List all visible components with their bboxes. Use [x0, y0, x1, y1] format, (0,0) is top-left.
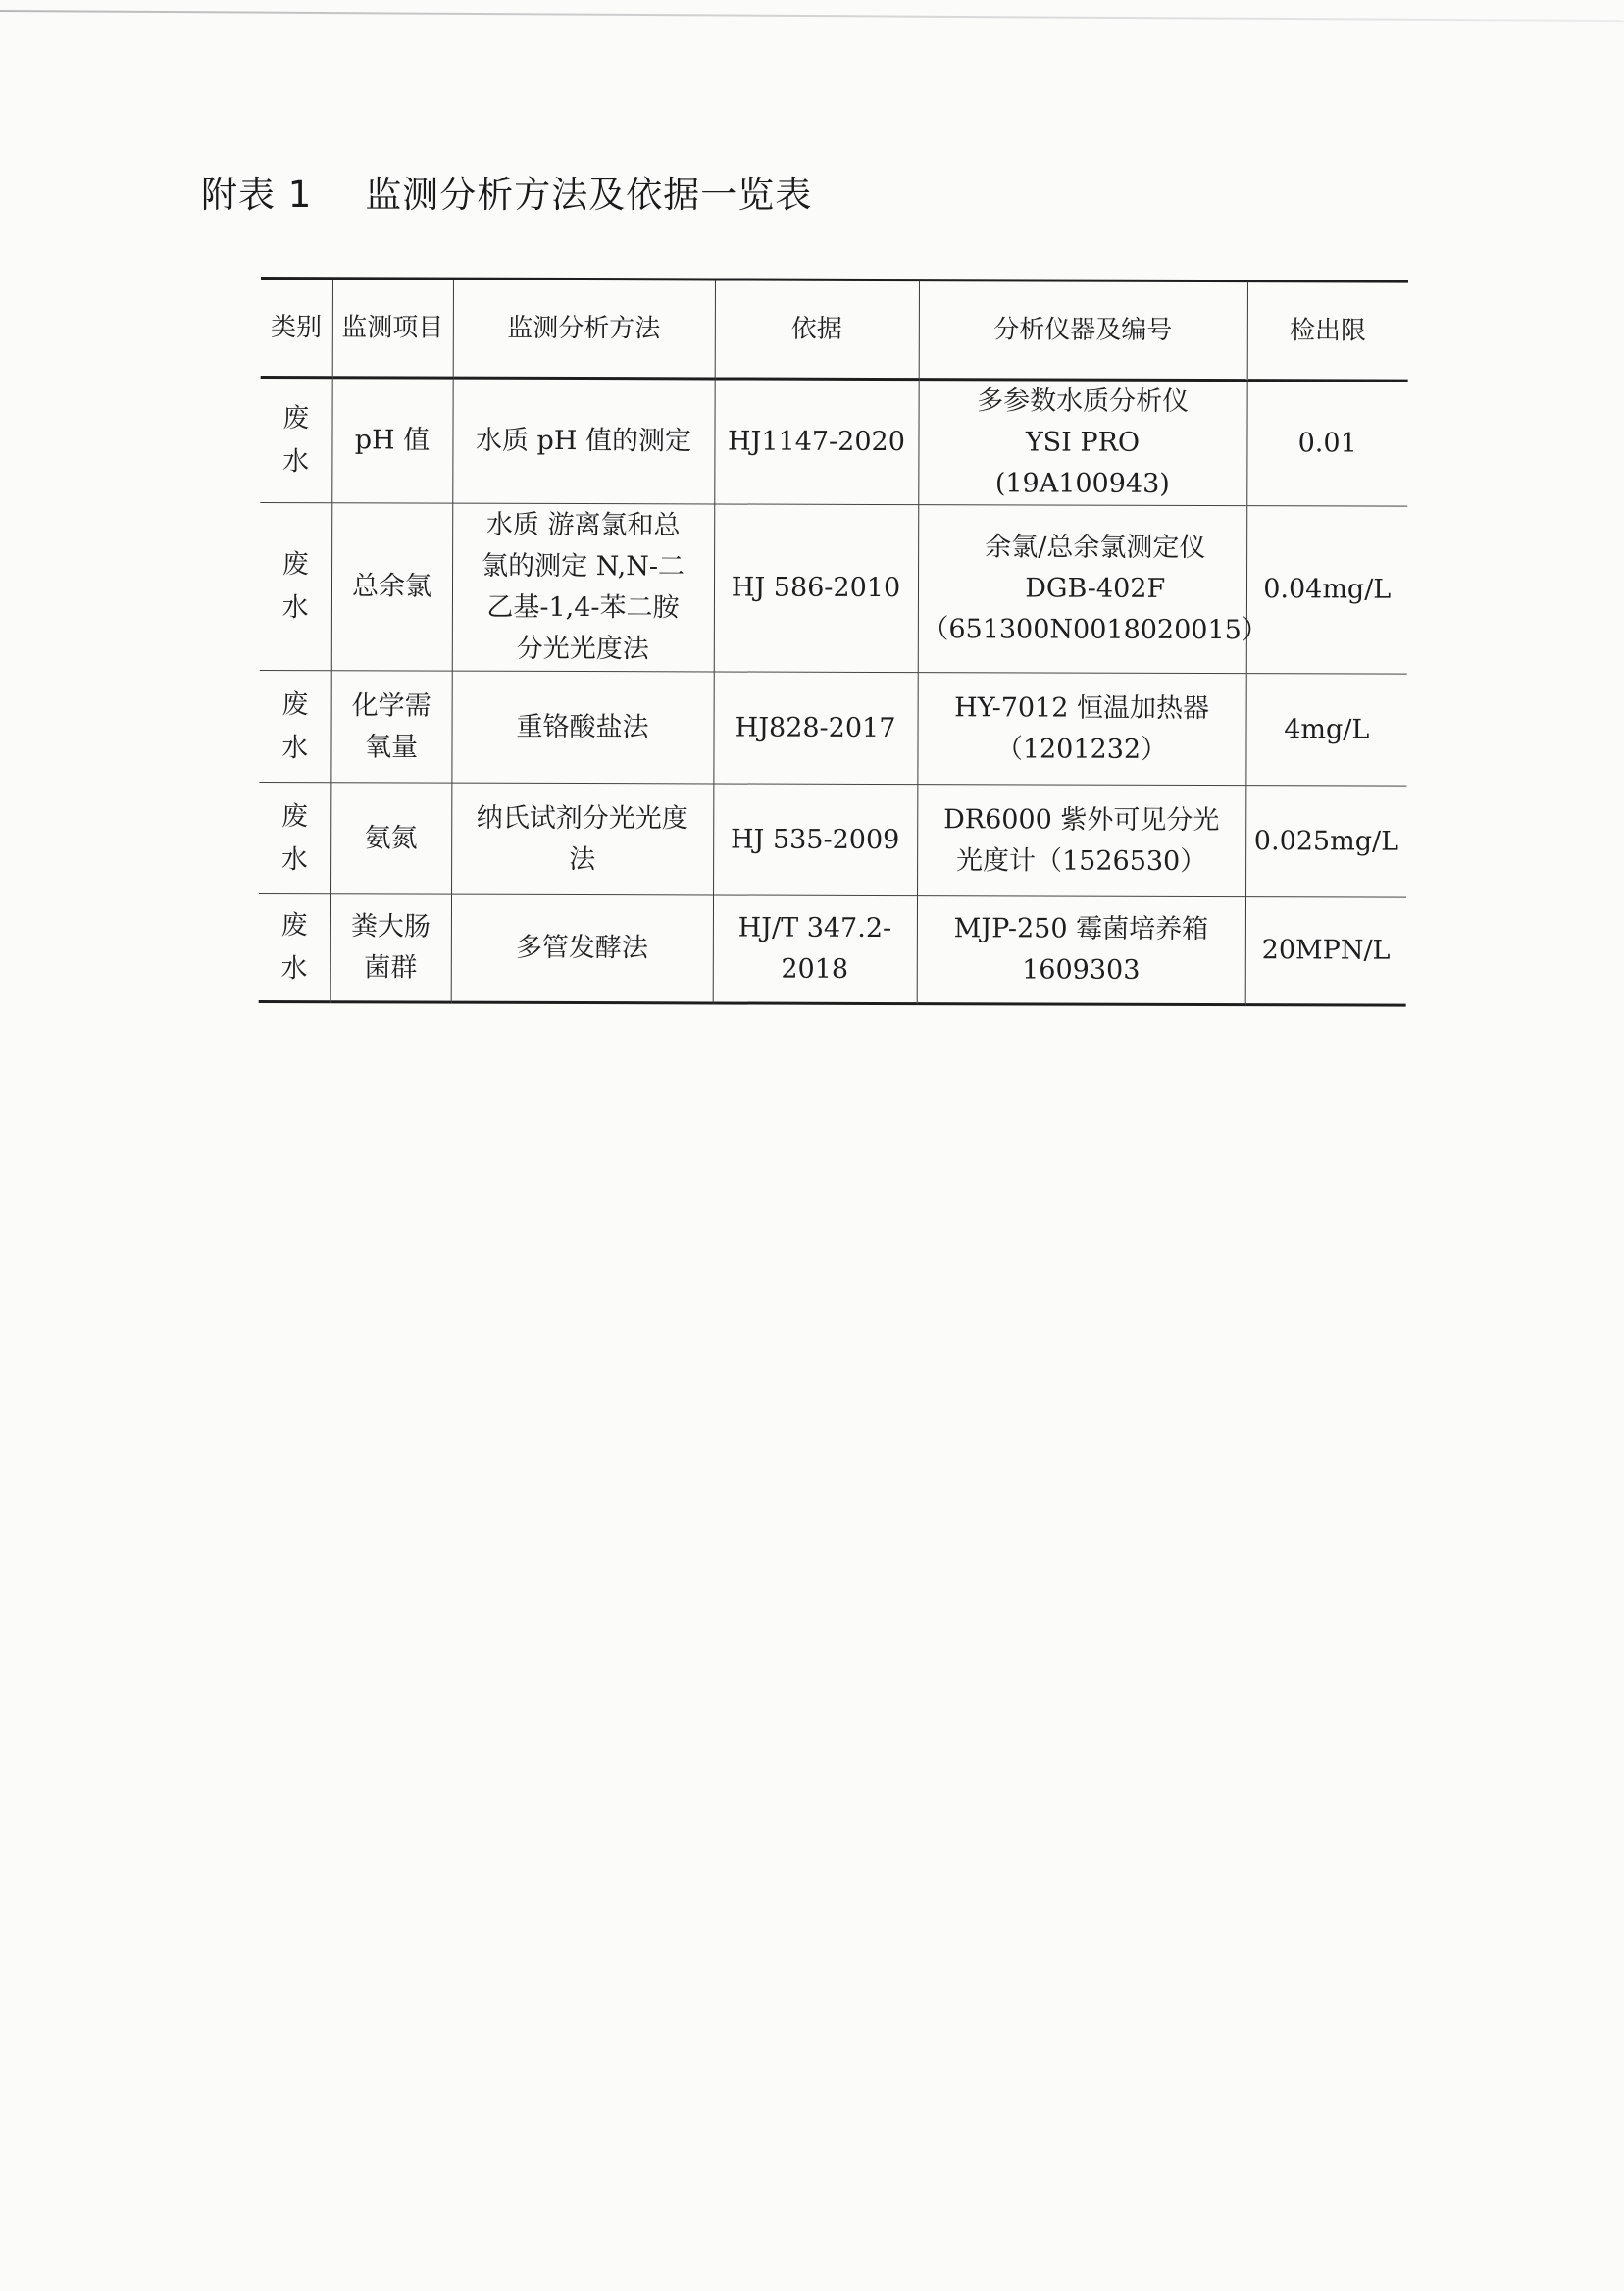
cell-item	[330, 783, 451, 894]
cell-method	[452, 378, 714, 504]
item-text: 化学需 氧量	[351, 689, 431, 763]
header-instrument: 分析仪器及编号	[919, 280, 1247, 381]
category-text: 废水	[281, 549, 309, 624]
methods-table	[259, 277, 1408, 1007]
table-row	[259, 893, 1406, 1005]
header-method: 监测分析方法	[453, 279, 715, 379]
category-text: 废水	[280, 800, 309, 875]
title-text: 监测分析方法及依据一览表	[365, 174, 813, 216]
item-text: 氨氮	[364, 822, 418, 854]
cell-instrument	[917, 896, 1245, 1005]
basis-text: HJ 535-2009	[730, 824, 900, 855]
instrument-text: DR6000 紫外可见分光 光度计（1526530）	[943, 803, 1220, 877]
instrument-text: 多参数水质分析仪 YSI PRO (19A100943)	[977, 385, 1190, 499]
method-text: 水质 pH 值的测定	[475, 425, 692, 457]
item-text: 总余氯	[351, 571, 432, 602]
cell-item	[330, 671, 451, 783]
header-basis: 依据	[715, 280, 919, 380]
table-row	[259, 782, 1406, 897]
cell-method	[451, 671, 713, 784]
basis-text: HJ 586-2010	[731, 572, 901, 604]
cell-basis	[714, 379, 918, 505]
category-text: 废水	[280, 910, 308, 985]
method-text: 水质 游离氯和总 氯的测定 N,N-二 乙基-1,4-苯二胺 分光光度法	[482, 509, 685, 665]
method-text: 多管发酵法	[515, 932, 648, 964]
table-row	[260, 502, 1408, 674]
cell-category	[259, 670, 330, 782]
scan-edge-line	[0, 10, 1624, 22]
limit-text: 20MPN/L	[1261, 935, 1391, 966]
cell-limit	[1245, 897, 1406, 1006]
header-item: 监测项目	[332, 279, 453, 378]
basis-text: HJ828-2017	[735, 712, 896, 743]
item-text: 粪大肠 菌群	[350, 911, 431, 984]
cell-instrument	[917, 673, 1245, 786]
cell-category	[259, 782, 330, 893]
category-text: 废水	[281, 688, 309, 763]
instrument-text: MJP-250 霉菌培养箱 1609303	[953, 913, 1209, 986]
cell-method	[452, 503, 715, 672]
category-text: 废水	[282, 403, 310, 478]
cell-method	[451, 783, 713, 895]
limit-text: 4mg/L	[1284, 713, 1370, 745]
cell-instrument	[918, 505, 1268, 674]
cell-instrument	[918, 380, 1246, 506]
cell-item	[331, 378, 452, 503]
cell-limit	[1246, 381, 1407, 507]
cell-limit	[1245, 786, 1406, 898]
table-container	[259, 277, 1408, 1007]
cell-method	[451, 894, 713, 1003]
cell-basis	[713, 895, 917, 1004]
table-row	[259, 670, 1406, 786]
cell-category	[260, 377, 331, 502]
limit-text: 0.01	[1297, 428, 1357, 459]
cell-basis	[714, 504, 919, 673]
cell-limit	[1245, 674, 1406, 787]
instrument-text: HY-7012 恒温加热器 （1201232）	[954, 691, 1210, 765]
method-text: 重铬酸盐法	[516, 711, 649, 742]
method-text: 纳氏试剂分光光度 法	[476, 802, 688, 875]
cell-basis	[713, 784, 917, 896]
page-title	[201, 165, 812, 218]
cell-limit	[1246, 506, 1408, 675]
basis-text: HJ/T 347.2- 2018	[737, 912, 892, 985]
title-label: 附表 1	[201, 174, 313, 216]
basis-text: HJ1147-2020	[727, 426, 905, 458]
limit-text: 0.04mg/L	[1263, 574, 1392, 605]
cell-item	[331, 503, 453, 671]
limit-text: 0.025mg/L	[1253, 825, 1399, 857]
table-row	[260, 377, 1407, 506]
instrument-text: 余氯/总余氯测定仪 DGB-402F （651300N0018020015）	[922, 532, 1268, 646]
cell-category	[260, 502, 332, 670]
cell-item	[330, 894, 451, 1002]
cell-basis	[713, 672, 917, 785]
cell-instrument	[917, 785, 1245, 897]
header-limit: 检出限	[1247, 281, 1408, 382]
item-text: pH 值	[354, 425, 431, 456]
table-header-row	[261, 279, 1408, 382]
cell-category	[259, 893, 330, 1001]
header-category: 类别	[261, 279, 332, 378]
